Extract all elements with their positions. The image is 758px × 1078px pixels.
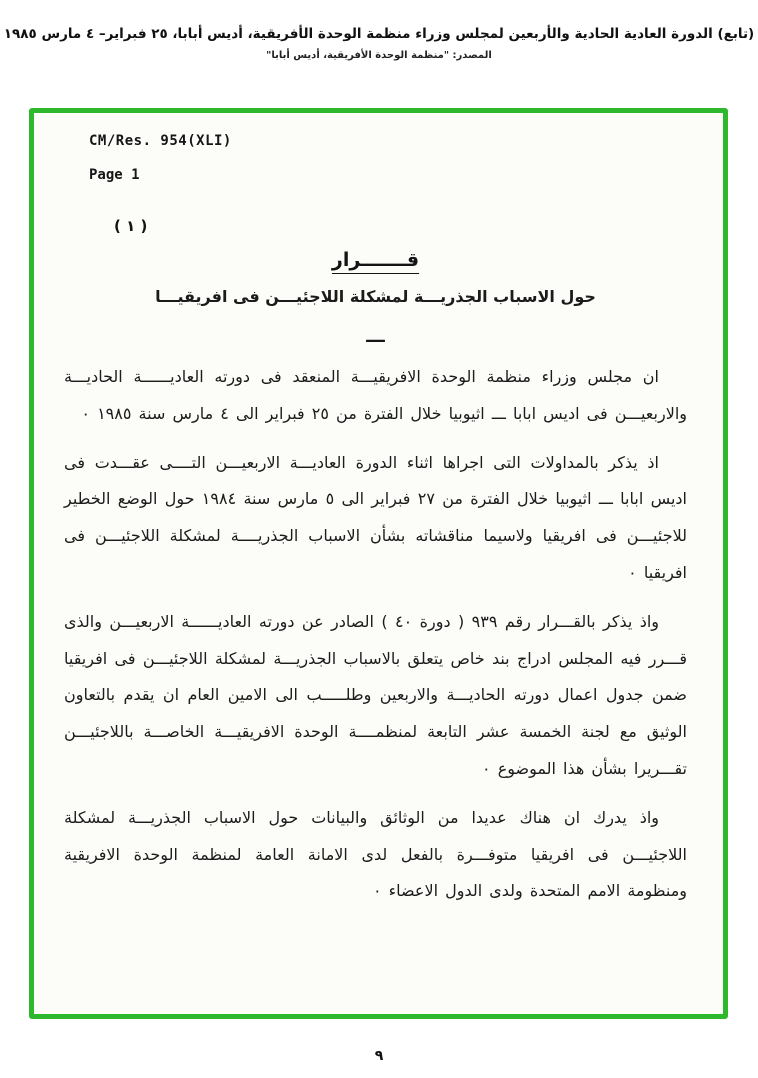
separator-dash: ـــ [366, 326, 385, 347]
resolution-paragraph: واذ يدرك ان هناك عديدا من الوثائق والبيانات حول الاسباب الجذريـــة لمشكلة اللاجئيـــن فى افريقيا متوفـــرة بالفعل لدى الامانة العامة لمنظمة الوحدة الافريقية ومنظومة الامم المتحدة ولدى الدول الاعضاء ٠ [64, 807, 687, 901]
document-frame [29, 108, 728, 1019]
resolution-paragraph: واذ يذكر بالقـــرار رقم ٩٣٩ ( دورة ٤٠ ) الصادر عن دورته العاديــــــة الاربعيـــن والذى قـــرر فيه المجلس ادراج بند خاص يتعلق بالاسباب الجذريـــة لمشكلة اللاجئيـــن فى افريقيا ضمن جدول اعمال دورته الحاديـــة والاربعين وطلـــــب الى الامين العام ان يقدم بالتعاون الوثيق مع لجنة الخمسة عشر التابعة لمنظمــــة الوحدة الافريقيـــة الخاصـــة باللاجئيـــن تقـــريرا بشأن هذا الموضوع ٠ [64, 611, 687, 778]
resolution-item-number: ( ١ ) [114, 217, 148, 235]
catalog-header [0, 26, 758, 61]
resolution-paragraph: ان مجلس وزراء منظمة الوحدة الافريقيـــة المنعقد فى دورته العاديــــــة الحاديـــة والاربعيـــن فى اديس ابابا ـــ اثيوبيا خلال الفترة من ٢٥ فبراير الى ٤ مارس سنة ١٩٨٥ ٠ [64, 367, 687, 423]
document-reference: CM/Res. 954(XLI) [89, 133, 232, 149]
page-number: ٩ [374, 1048, 384, 1064]
document-page-label: Page 1 [89, 167, 140, 183]
header-source-line: المصدر: "منظمة الوحدة الأفريقية، أديس أبابا" [266, 50, 492, 61]
header-session-title: (تابع) الدورة العادية الحادية والأربعين لمجلس وزراء منظمة الوحدة الأفريقية، أديس أبابا، ٢٥ فبراير– ٤ مارس ١٩٨٥ [3, 26, 755, 42]
document-body [64, 217, 687, 922]
resolution-title: قـــــــرار [331, 249, 420, 271]
resolution-paragraph: اذ يذكر بالمداولات التى اجراها اثناء الدورة العاديـــة الاربعيـــن التــــى عقـــدت فى اديس ابابا ـــ اثيوبيا خلال الفترة من ٢٧ فبراير الى ٥ مارس سنة ١٩٨٤ حول الوضع الخطير للاجئيـــن فى افريقيا ولاسيما مناقشاته بشأن الاسباب الجذريــــة لمشكلة اللاجئيـــن فى افريقيا ٠ [64, 452, 688, 582]
resolution-subtitle: حول الاسباب الجذريـــة لمشكلة اللاجئيـــن فى افريقيـــا [155, 287, 596, 306]
